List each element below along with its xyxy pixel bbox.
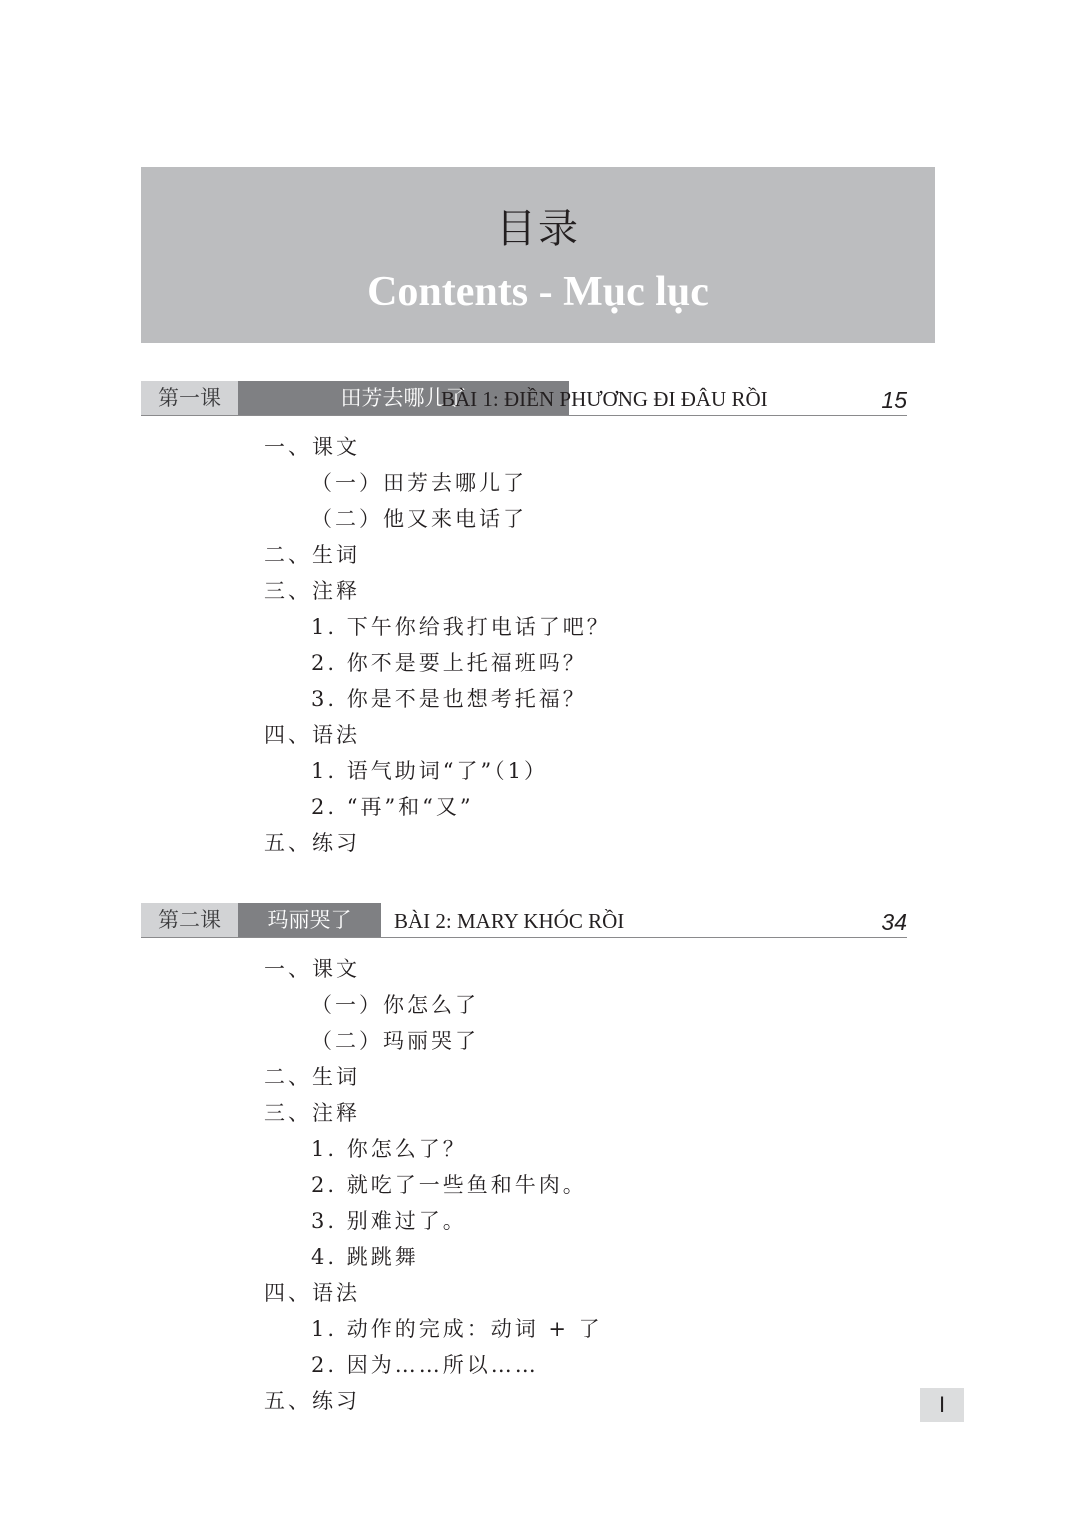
toc-section[interactable]: 四、语法	[264, 723, 360, 747]
toc-item[interactable]: 2. 因为……所以……	[311, 1353, 539, 1377]
toc-item[interactable]: 4. 跳跳舞	[311, 1245, 419, 1269]
toc-item[interactable]: （二）他又来电话了	[311, 507, 527, 531]
toc-item[interactable]: 3. 别难过了。	[311, 1209, 467, 1233]
toc-item[interactable]: 1. 动作的完成：动词 + 了	[311, 1317, 603, 1341]
lesson-title-vietnamese: BÀI 1: ĐIỀN PHƯƠNG ĐI ĐÂU RỒI	[441, 387, 768, 411]
toc-section[interactable]: 三、注释	[264, 1101, 360, 1125]
title-chinese: 目录	[496, 206, 580, 252]
lesson-page-number: 15	[881, 387, 907, 413]
title-english: Contents - Mục lục	[367, 269, 709, 315]
lesson-2-header[interactable]	[141, 903, 907, 938]
toc-item[interactable]: （一）你怎么了	[311, 993, 479, 1017]
toc-section[interactable]: 四、语法	[264, 1281, 360, 1305]
contents-title-banner	[141, 167, 935, 343]
toc-item[interactable]: 1. 下午你给我打电话了吧？	[311, 615, 611, 639]
lesson-number: 第二课	[141, 903, 238, 937]
lesson-1-header[interactable]	[141, 381, 907, 416]
toc-item[interactable]: 1. 你怎么了？	[311, 1137, 467, 1161]
toc-item[interactable]: 2. 你不是要上托福班吗？	[311, 651, 587, 675]
lesson-page-number: 34	[881, 909, 907, 935]
lesson-number: 第一课	[141, 381, 238, 415]
toc-section[interactable]: 五、练习	[264, 831, 360, 855]
toc-item[interactable]: 3. 你是不是也想考托福？	[311, 687, 587, 711]
toc-section[interactable]: 三、注释	[264, 579, 360, 603]
lesson-title-chinese: 玛丽哭了	[238, 903, 381, 937]
toc-item[interactable]: 2. 就吃了一些鱼和牛肉。	[311, 1173, 587, 1197]
toc-item[interactable]: 1. 语气助词“了”（1）	[311, 759, 549, 783]
toc-section[interactable]: 五、练习	[264, 1389, 360, 1413]
lesson-title-chinese: 田芳去哪儿了	[238, 381, 569, 415]
toc-section[interactable]: 二、生词	[264, 1065, 360, 1089]
toc-item[interactable]: （二）玛丽哭了	[311, 1029, 479, 1053]
page-number-tab: I	[920, 1388, 964, 1422]
toc-section[interactable]: 一、课文	[264, 957, 360, 981]
lesson-title-vietnamese: BÀI 2: MARY KHÓC RỒI	[394, 909, 625, 933]
toc-section[interactable]: 一、课文	[264, 435, 360, 459]
toc-item[interactable]: 2. “再”和“又”	[311, 795, 474, 819]
toc-section[interactable]: 二、生词	[264, 543, 360, 567]
toc-item[interactable]: （一）田芳去哪儿了	[311, 471, 527, 495]
